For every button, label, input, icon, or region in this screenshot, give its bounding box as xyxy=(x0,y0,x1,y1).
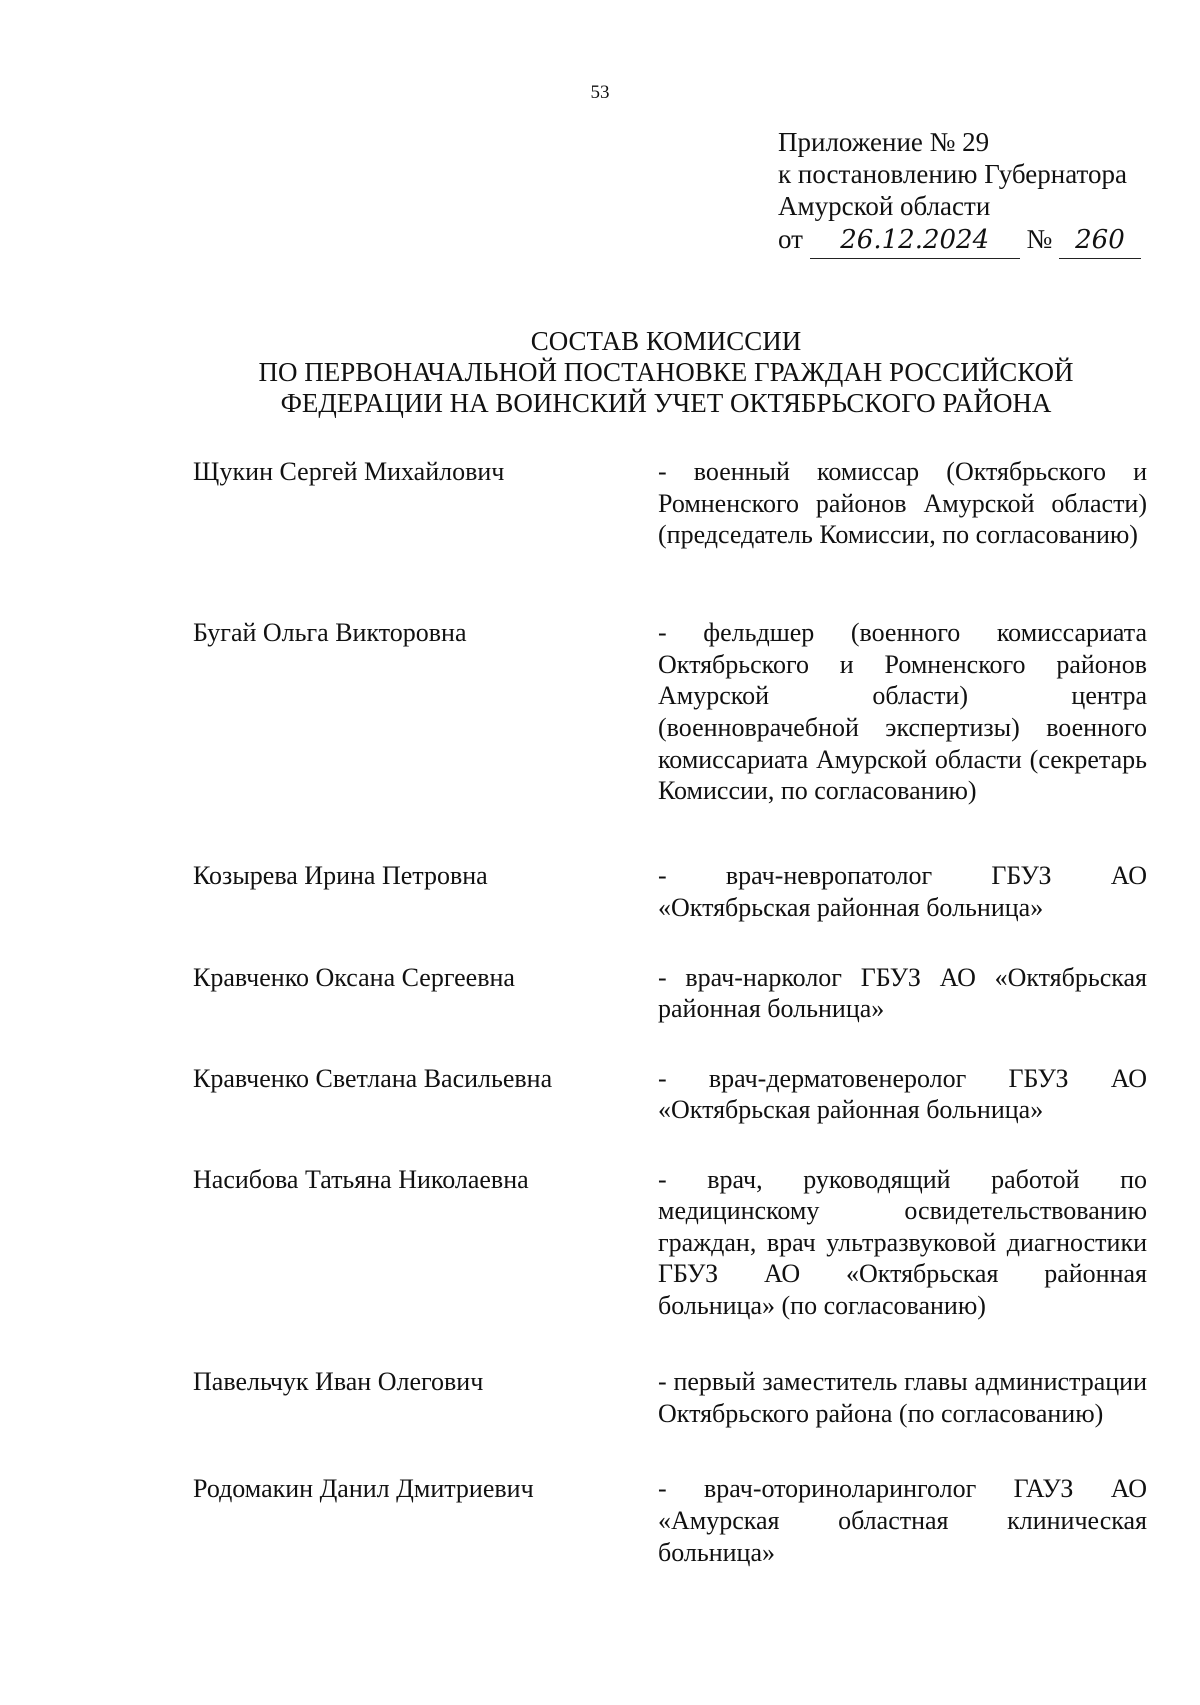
handwritten-number: 260 xyxy=(1059,224,1141,256)
commission-members-list xyxy=(193,456,1147,1568)
member-name: Насибова Татьяна Николаевна xyxy=(193,1164,529,1194)
date-number-line xyxy=(778,223,1141,256)
member-name: Павельчук Иван Олегович xyxy=(193,1366,484,1396)
appendix-line-2: к постановлению Губернатора xyxy=(778,159,1127,189)
member-role: - врач, руководящий работой по медицинскому освидетельствованию граждан, врач ультразвуковой диагностики ГБУЗ АО «Октябрьская районная больница» (по согласованию) xyxy=(658,1164,1147,1321)
member-role: - врач-оториноларинголог ГАУЗ АО «Амурская областная клиническая больница» xyxy=(658,1474,1147,1567)
member-name: Кравченко Оксана Сергеевна xyxy=(193,962,515,992)
member-row xyxy=(193,1473,1147,1568)
member-name: Козырева Ирина Петровна xyxy=(193,861,488,891)
title-line-2: ПО ПЕРВОНАЧАЛЬНОЙ ПОСТАНОВКЕ ГРАЖДАН РОССИЙСКОЙ xyxy=(258,357,1074,387)
handwritten-date: 26.12.2024 xyxy=(810,224,1020,256)
member-row xyxy=(193,456,1147,551)
member-role: - врач-нарколог ГБУЗ АО «Октябрьская районная больница» xyxy=(658,962,1147,1024)
member-name: Бугай Ольга Викторовна xyxy=(193,618,467,648)
date-prefix: от xyxy=(778,224,803,254)
member-name: Щукин Сергей Михайлович xyxy=(193,457,505,486)
appendix-header xyxy=(778,126,1127,222)
member-role: - военный комиссар (Октябрьского и Ромненского районов Амурской области) (председатель Комиссии, по согласованию) xyxy=(658,457,1147,550)
member-row xyxy=(193,962,1147,1025)
appendix-line-1: Приложение № 29 xyxy=(778,127,990,157)
member-role: - фельдшер (военного комиссариата Октябрьского и Ромненского районов Амурской области) центра (военноврачебной экспертизы) военного комиссариата Амурской области (секретарь Комиссии, по согласованию) xyxy=(658,618,1147,806)
member-row xyxy=(193,1063,1147,1126)
page-number: 53 xyxy=(590,82,610,103)
member-role: - врач-дерматовенеролог ГБУЗ АО «Октябрьская районная больница» xyxy=(658,1063,1147,1125)
member-row xyxy=(193,1164,1147,1322)
member-row xyxy=(193,860,1147,923)
member-name: Родомакин Данил Дмитриевич xyxy=(193,1474,534,1504)
number-sign: № xyxy=(1026,224,1053,254)
member-row xyxy=(193,1366,1147,1429)
title-line-1: СОСТАВ КОМИССИИ xyxy=(530,326,802,356)
member-row xyxy=(193,617,1147,807)
member-name: Кравченко Светлана Васильевна xyxy=(193,1063,553,1093)
title-line-3: ФЕДЕРАЦИИ НА ВОИНСКИЙ УЧЕТ ОКТЯБРЬСКОГО РАЙОНА xyxy=(280,388,1052,418)
document-title xyxy=(0,326,1200,419)
appendix-line-3: Амурской области xyxy=(778,191,991,221)
member-role: - врач-невропатолог ГБУЗ АО «Октябрьская районная больница» xyxy=(658,861,1147,923)
member-role: - первый заместитель главы администрации Октябрьского района (по согласованию) xyxy=(658,1366,1147,1428)
